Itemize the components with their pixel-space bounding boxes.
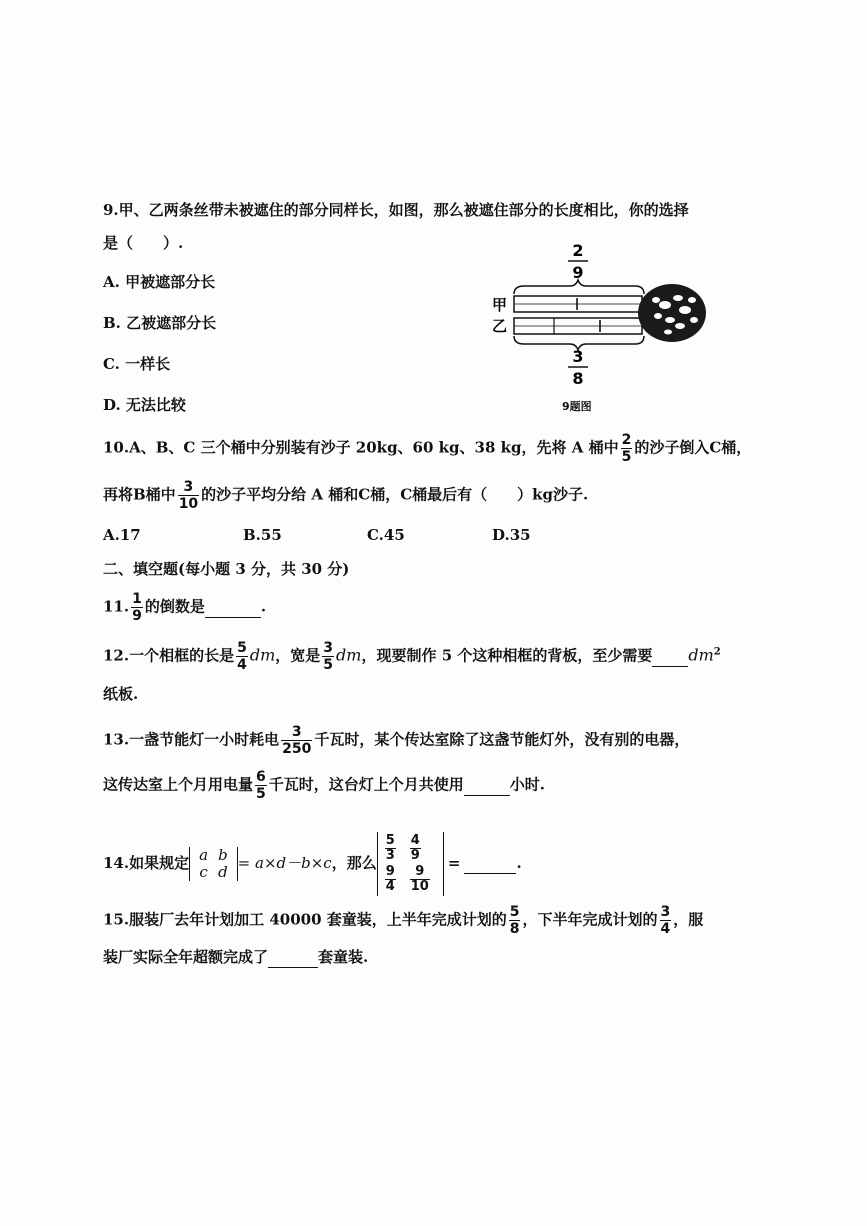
q14 — [103, 832, 522, 896]
fig-caption: 9题图 — [562, 400, 592, 413]
q14-end: . — [516, 854, 522, 872]
q11-end: . — [260, 597, 267, 616]
q13-fraction1 — [281, 724, 312, 757]
q12-text: ，现要制作 5 个这种相框的背板，至少需要 — [361, 646, 653, 665]
q14-m11 — [385, 834, 396, 863]
hand-cover — [638, 284, 706, 342]
q13-f2-num: 6 — [256, 769, 266, 785]
q14-m11-den: 3 — [385, 848, 395, 863]
q14-m22 — [410, 865, 430, 894]
q12-f2-num: 3 — [323, 640, 334, 656]
q15-f1-den: 8 — [509, 921, 520, 937]
q14-m12 — [410, 834, 421, 863]
q11-answer-blank[interactable] — [205, 597, 261, 618]
q15-line2 — [103, 947, 368, 968]
q14-a: a — [199, 846, 209, 864]
q15-f2-den: 4 — [660, 921, 671, 937]
q10-option-a: A.17 — [103, 526, 141, 544]
q10-f2-num: 3 — [178, 479, 199, 496]
q14-m22-den: 10 — [410, 879, 429, 894]
q15-line2a: 装厂实际全年超额完成了 — [103, 948, 269, 966]
q10-part1: 10.A、B、C 三个桶中分别装有沙子 20kg、60 kg、38 kg，先将 A 桶中 — [103, 438, 619, 457]
q10-option-b: B.55 — [243, 526, 282, 544]
q9-option-d: D. 无法比较 — [103, 396, 186, 414]
fig-top-num: 2 — [572, 241, 584, 260]
q12-answer-blank[interactable] — [652, 646, 688, 667]
q12-f1-num: 5 — [237, 640, 247, 656]
section-2-heading: 二、填空题(每小题 3 分，共 30 分) — [103, 560, 350, 578]
q10-fraction2 — [178, 479, 199, 512]
q15-part1: 15.服装厂去年计划加工 40000 套童装，上半年完成计划的 — [103, 910, 507, 929]
q10-option-c: C.45 — [367, 526, 405, 544]
q14-formula: = a×d－b×c — [237, 854, 332, 872]
fig-top-den: 9 — [572, 263, 584, 282]
q13-fraction2 — [255, 769, 267, 802]
q11-fraction — [131, 591, 143, 624]
q12-fraction1 — [236, 640, 248, 673]
q11-prefix: 11. — [103, 597, 130, 616]
q14-b: b — [218, 846, 228, 864]
q15-answer-blank[interactable] — [268, 947, 318, 968]
q12-f1-den: 4 — [237, 657, 247, 673]
q10-fraction1 — [621, 432, 633, 465]
q14-m12-num: 4 — [410, 833, 420, 848]
q12-line1 — [103, 640, 721, 673]
q15-f2-num: 3 — [660, 904, 671, 920]
q15-f1-num: 5 — [509, 904, 520, 920]
q15-part3: ，服 — [673, 910, 704, 929]
q13-part1: 13.一盏节能灯一小时耗电 — [103, 730, 280, 749]
q13-answer-blank[interactable] — [464, 775, 510, 796]
q15-part2: ，下半年完成计划的 — [522, 910, 658, 929]
ribbon-diagram — [480, 238, 720, 398]
q13-part5: 小时. — [509, 775, 546, 794]
q9-option-b: B. 乙被遮部分长 — [103, 314, 217, 332]
q10-part4: 的沙子平均分给 A 桶和C桶，C桶最后有（ ）kg沙子. — [201, 485, 589, 504]
q14-c: c — [199, 863, 208, 881]
q9-option-a: A. 甲被遮部分长 — [103, 273, 216, 291]
q12-f2-den: 5 — [323, 657, 334, 673]
q9-option-c: C. 一样长 — [103, 355, 171, 373]
q14-determinant-values — [377, 832, 444, 896]
q13-line1 — [103, 724, 689, 757]
q14-mid: ，那么 — [331, 854, 377, 872]
q14-eq: = — [447, 854, 461, 872]
q12-unit1: dm — [249, 645, 276, 665]
q13-part3: 这传达室上个月用电量 — [103, 775, 254, 794]
q12-prefix: 12.一个相框的长是 — [103, 646, 235, 665]
q11 — [103, 591, 266, 624]
q14-d: d — [218, 863, 228, 881]
q13-part4: 千瓦时，这台灯上个月共使用 — [268, 775, 464, 794]
q13-part2: 千瓦时，某个传达室除了这盏节能灯外，没有别的电器， — [314, 730, 690, 749]
fig-bottom-num: 3 — [572, 347, 584, 366]
q12-fraction2 — [322, 640, 334, 673]
q14-m21-num: 9 — [385, 864, 395, 879]
q15-fraction1 — [509, 904, 521, 937]
q14-m11-num: 5 — [385, 833, 395, 848]
q12-line2: 纸板. — [103, 685, 139, 703]
q10-part2: 的沙子倒入C桶， — [634, 438, 752, 457]
q11-text: 的倒数是 — [144, 597, 205, 616]
q10-line1 — [103, 432, 751, 465]
q14-answer-blank[interactable] — [464, 853, 516, 874]
q9-figure — [480, 238, 720, 418]
q12-unit2: dm — [336, 645, 362, 665]
q11-num: 1 — [132, 591, 142, 607]
q14-determinant-def — [189, 847, 238, 881]
q14-prefix: 14.如果规定 — [103, 854, 190, 872]
fig-label-jia: 甲 — [492, 296, 508, 314]
q10-f1-num: 2 — [621, 432, 632, 448]
q10-line2 — [103, 479, 588, 512]
q14-m21 — [385, 865, 396, 894]
q12-sup: 2 — [713, 646, 721, 658]
q12-mid: ，宽是 — [275, 646, 321, 665]
fig-label-yi: 乙 — [492, 317, 508, 335]
q13-f1-num: 3 — [281, 724, 312, 741]
q14-m22-num: 9 — [410, 865, 430, 880]
q9-line1: 9.甲、乙两条丝带未被遮住的部分同样长，如图，那么被遮住部分的长度相比，你的选择 — [103, 201, 689, 219]
q15-fraction2 — [660, 904, 672, 937]
q13-line2 — [103, 769, 545, 802]
fig-bottom-den: 8 — [572, 369, 584, 388]
q10-f2-den: 10 — [178, 496, 199, 512]
q11-den: 9 — [132, 608, 142, 624]
q15-line1 — [103, 904, 703, 937]
q14-m12-den: 9 — [410, 848, 420, 863]
q10-part3: 再将B桶中 — [103, 485, 176, 504]
q15-line2b: 套童装. — [318, 948, 369, 966]
q12-unit3: dm — [688, 645, 714, 665]
q13-f2-den: 5 — [256, 786, 266, 802]
q10-option-d: D.35 — [492, 526, 531, 544]
q10-f1-den: 5 — [621, 449, 632, 465]
q9-line2: 是（ ）. — [103, 234, 184, 252]
q13-f1-den: 250 — [282, 741, 312, 757]
q14-m21-den: 4 — [385, 879, 395, 894]
